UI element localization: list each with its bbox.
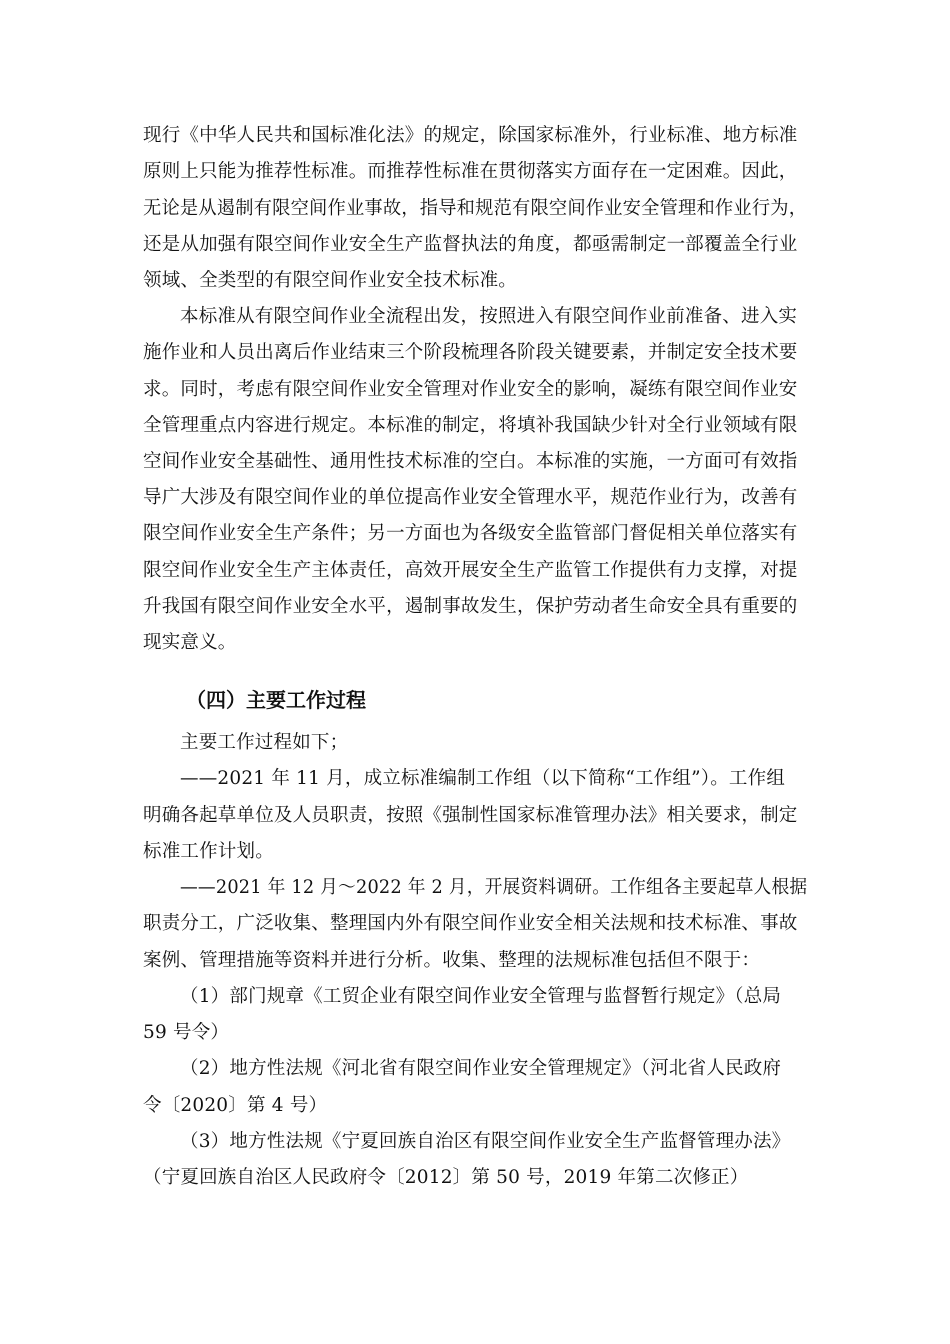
paragraph-line: 原则上只能为推荐性标准。而推荐性标准在贯彻落实方面存在一定困难。因此， — [143, 161, 798, 182]
paragraph-line: （宁夏回族自治区人民政府令〔2012〕第 50 号，2019 年第二次修正） — [143, 1167, 749, 1188]
paragraph-line: 职责分工，广泛收集、整理国内外有限空间作业安全相关法规和技术标准、事故 — [143, 913, 798, 934]
paragraph-line: （1）部门规章《工贸企业有限空间作业安全管理与监督暂行规定》（总局 — [180, 986, 782, 1007]
paragraph-line: 升我国有限空间作业安全水平，遏制事故发生，保护劳动者生命安全具有重要的 — [143, 596, 798, 617]
paragraph-line: 标准工作计划。 — [143, 841, 274, 862]
paragraph-line: 还是从加强有限空间作业安全生产监督执法的角度，都亟需制定一部覆盖全行业 — [143, 234, 798, 255]
paragraph-line: （2）地方性法规《河北省有限空间作业安全管理规定》（河北省人民政府 — [180, 1058, 782, 1079]
paragraph-line: ——2021 年 12 月～2022 年 2 月，开展资料调研。工作组各主要起草人根据 — [180, 877, 808, 898]
paragraph-line: ——2021 年 11 月，成立标准编制工作组（以下简称“工作组”）。工作组 — [180, 768, 786, 789]
paragraph-line: 限空间作业安全生产主体责任，高效开展安全生产监管工作提供有力支撑，对提 — [143, 560, 798, 581]
paragraph-line: 限空间作业安全生产条件；另一方面也为各级安全监管部门督促相关单位落实有 — [143, 523, 798, 544]
paragraph-line: 本标准从有限空间作业全流程出发，按照进入有限空间作业前准备、进入实 — [180, 306, 798, 327]
paragraph-line: 空间作业安全基础性、通用性技术标准的空白。本标准的实施，一方面可有效指 — [143, 451, 798, 472]
paragraph-line: 现实意义。 — [143, 632, 237, 653]
paragraph-line: （3）地方性法规《宁夏回族自治区有限空间作业安全生产监督管理办法》 — [180, 1131, 791, 1152]
paragraph-line: 现行《中华人民共和国标准化法》的规定，除国家标准外，行业标准、地方标准 — [143, 125, 798, 146]
paragraph-line: 无论是从遏制有限空间作业事故，指导和规范有限空间作业安全管理和作业行为， — [143, 198, 808, 219]
work-process-intro: 主要工作过程如下； — [180, 732, 349, 753]
paragraph-line: 案例、管理措施等资料并进行分析。收集、整理的法规标准包括但不限于： — [143, 950, 761, 971]
section-heading: （四）主要工作过程 — [186, 688, 366, 712]
paragraph-line: 明确各起草单位及人员职责，按照《强制性国家标准管理办法》相关要求，制定 — [143, 805, 798, 826]
paragraph-line: 导广大涉及有限空间作业的单位提高作业安全管理水平，规范作业行为，改善有 — [143, 487, 798, 508]
paragraph-line: 领域、全类型的有限空间作业安全技术标准。 — [143, 270, 518, 291]
paragraph-line: 令〔2020〕第 4 号） — [143, 1095, 328, 1116]
paragraph-line: 求。同时，考虑有限空间作业安全管理对作业安全的影响，凝练有限空间作业安 — [143, 379, 798, 400]
paragraph-line: 59 号令） — [143, 1022, 230, 1043]
paragraph-line: 施作业和人员出离后作业结束三个阶段梳理各阶段关键要素，并制定安全技术要 — [143, 342, 798, 363]
paragraph-line: 全管理重点内容进行规定。本标准的制定，将填补我国缺少针对全行业领域有限 — [143, 415, 798, 436]
